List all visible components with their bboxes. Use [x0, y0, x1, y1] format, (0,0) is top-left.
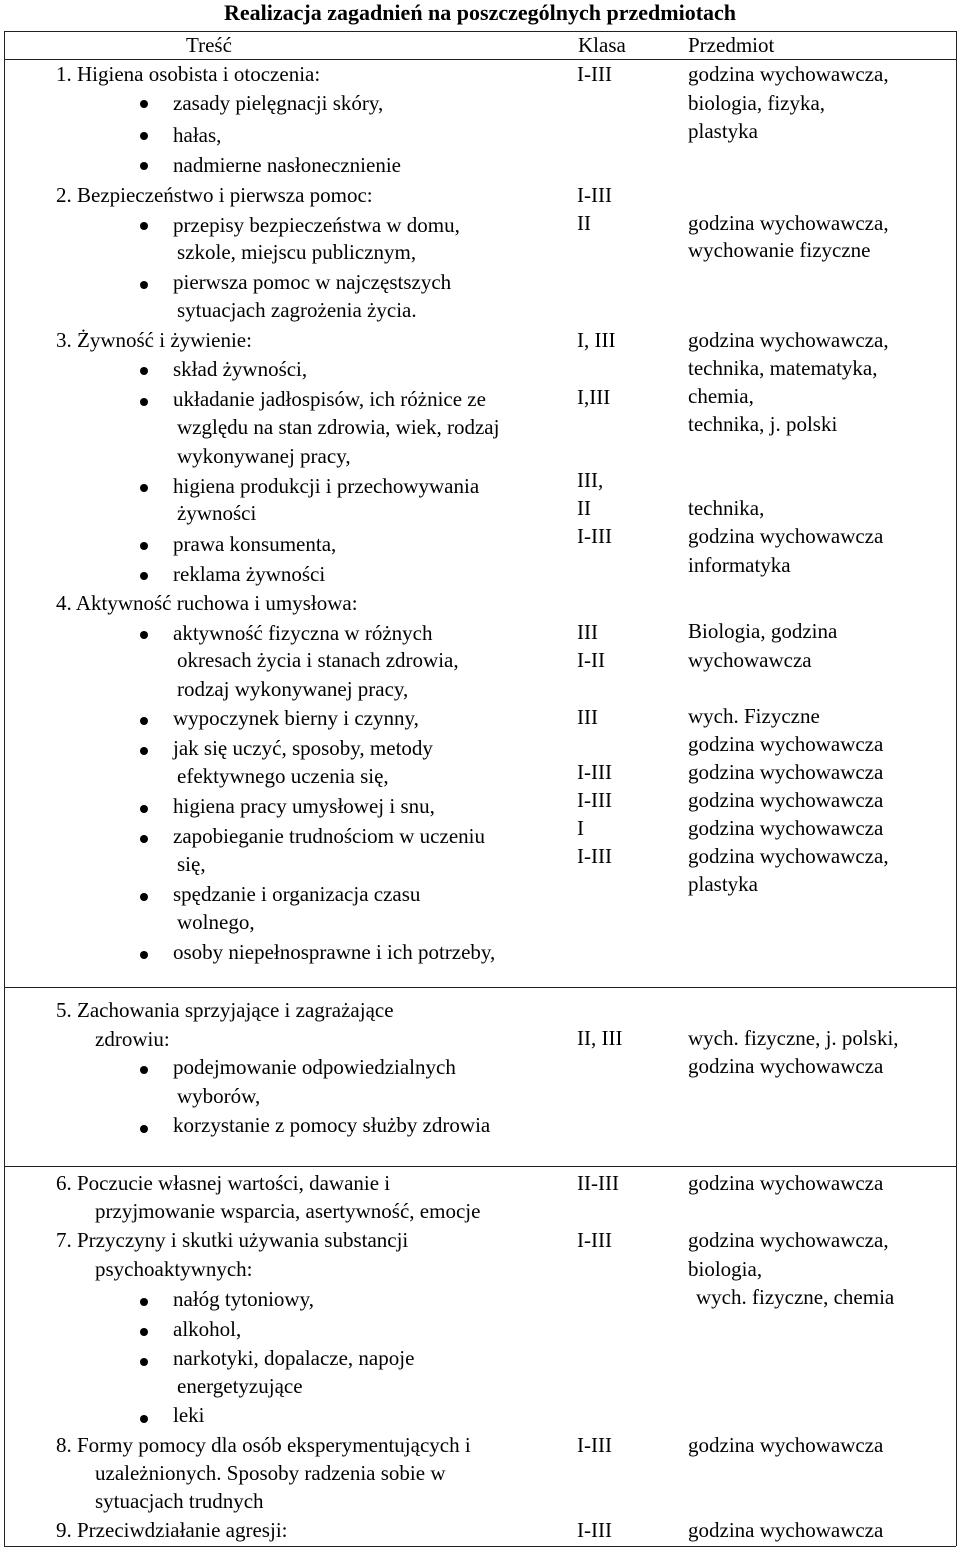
row7-subject: biologia,	[688, 1257, 763, 1281]
row2-subject: godzina wychowawcza,	[688, 211, 889, 235]
row9-subject: godzina wychowawcza	[688, 1518, 884, 1542]
row1-subject: godzina wychowawcza,	[688, 62, 889, 86]
row3-class: I, III	[577, 328, 616, 352]
row4-subject: godzina wychowawcza	[688, 732, 884, 756]
list-item: rodzaj wykonywanej pracy,	[177, 677, 409, 701]
bullet-dot	[140, 398, 148, 406]
bullet-dot	[140, 281, 148, 289]
list-item: energetyzujące	[177, 1374, 303, 1398]
row6-class: II-III	[577, 1171, 619, 1195]
list-item: szkole, miejscu publicznym,	[177, 240, 417, 264]
list-item: nałóg tytoniowy,	[173, 1287, 314, 1311]
row4-class: III	[577, 705, 598, 729]
bullet-dot	[140, 367, 148, 375]
bullet-dot	[140, 132, 148, 140]
row1-subject: plastyka	[688, 119, 758, 143]
row5-class: II, III	[577, 1026, 623, 1050]
row9-class: I-III	[577, 1518, 612, 1542]
bullet-dot	[140, 100, 148, 108]
row3-class: III,	[577, 468, 604, 492]
row1-subject: biologia, fizyka,	[688, 91, 826, 115]
bullet-dot	[140, 1415, 148, 1423]
row4-class: I-III	[577, 788, 612, 812]
list-item: aktywność fizyczna w różnych	[173, 621, 433, 645]
row5-subject: godzina wychowawcza	[688, 1054, 884, 1078]
row3-subject: godzina wychowawcza,	[688, 328, 889, 352]
list-item: prawa konsumenta,	[173, 532, 337, 556]
row8-heading: sytuacjach trudnych	[95, 1489, 264, 1513]
list-item: się,	[177, 852, 206, 876]
list-item: reklama żywności	[173, 562, 326, 586]
bullet-dot	[140, 747, 148, 755]
list-item: nadmierne nasłonecznienie	[173, 153, 401, 177]
list-item: żywności	[177, 501, 257, 525]
row4-class: I-II	[577, 648, 605, 672]
row3-subject: technika, j. polski	[688, 412, 838, 436]
bullet-dot	[140, 1125, 148, 1133]
row6-heading: przyjmowanie wsparcia, asertywność, emocje	[95, 1199, 481, 1223]
bullet-dot	[140, 572, 148, 580]
row3-subject: chemia,	[688, 384, 754, 408]
list-item: pierwsza pomoc w najczęstszych	[173, 270, 452, 294]
bullet-dot	[140, 542, 148, 550]
row6-subject: godzina wychowawcza	[688, 1171, 884, 1195]
bullet-dot	[140, 1328, 148, 1336]
row8-subject: godzina wychowawcza	[688, 1433, 884, 1457]
list-item: jak się uczyć, sposoby, metody	[173, 736, 433, 760]
list-item: sytuacjach zagrożenia życia.	[177, 298, 417, 322]
header-subject: Przedmiot	[688, 33, 775, 57]
row4-class: I-III	[577, 844, 612, 868]
row8-heading: uzależnionych. Sposoby radzenia sobie w	[95, 1461, 446, 1485]
list-item: względu na stan zdrowia, wiek, rodzaj	[177, 415, 500, 439]
row3-class: I,III	[577, 385, 611, 409]
bullet-dot	[140, 484, 148, 492]
row5-subject: wych. fizyczne, j. polski,	[688, 1026, 899, 1050]
row7-class: I-III	[577, 1228, 612, 1252]
row4-class: III	[577, 620, 598, 644]
row3-subject: informatyka	[688, 553, 791, 577]
row7-heading: 7. Przyczyny i skutki używania substancji	[56, 1228, 409, 1252]
row7-subject: godzina wychowawcza,	[688, 1228, 889, 1252]
row4-subject: godzina wychowawcza	[688, 788, 884, 812]
header-content: Treść	[186, 33, 232, 57]
row4-class: I-III	[577, 760, 612, 784]
row3-subject: technika,	[688, 496, 765, 520]
list-item: narkotyki, dopalacze, napoje	[173, 1346, 415, 1370]
list-item: zapobieganie trudnościom w uczeniu	[173, 824, 485, 848]
bullet-dot	[140, 1298, 148, 1306]
list-item: efektywnego uczenia się,	[177, 764, 389, 788]
bullet-dot	[140, 805, 148, 813]
row4-class: I	[577, 816, 584, 840]
row5-heading: 5. Zachowania sprzyjające i zagrażające	[56, 998, 394, 1022]
list-item: zasady pielęgnacji skóry,	[173, 91, 384, 115]
list-item: higiena produkcji i przechowywania	[173, 474, 480, 498]
row1-heading: 1. Higiena osobista i otoczenia:	[56, 62, 321, 86]
row3-heading: 3. Żywność i żywienie:	[56, 328, 252, 352]
bullet-dot	[140, 162, 148, 170]
row2-class: II	[577, 211, 591, 235]
row4-subject: wych. Fizyczne	[688, 704, 820, 728]
row9-heading: 9. Przeciwdziałanie agresji:	[56, 1518, 288, 1542]
list-item: okresach życia i stanach zdrowia,	[177, 648, 459, 672]
row4-subject: Biologia, godzina	[688, 619, 838, 643]
row4-subject: plastyka	[688, 872, 758, 896]
row3-class: II	[577, 496, 591, 520]
row2-heading: 2. Bezpieczeństwo i pierwsza pomoc:	[56, 183, 373, 207]
row4-heading: 4. Aktywność ruchowa i umysłowa:	[56, 591, 358, 615]
list-item: podejmowanie odpowiedzialnych	[173, 1055, 456, 1079]
document-title: Realizacja zagadnień na poszczególnych przedmiotach	[223, 0, 737, 25]
row4-subject: godzina wychowawcza	[688, 760, 884, 784]
row-divider-4-5	[4, 987, 956, 988]
bullet-dot	[140, 835, 148, 843]
list-item: hałas,	[173, 123, 222, 147]
bullet-dot	[140, 222, 148, 230]
row2-class: I-III	[577, 183, 612, 207]
bullet-dot	[140, 893, 148, 901]
bullet-dot	[140, 1358, 148, 1366]
list-item: wykonywanej pracy,	[177, 444, 351, 468]
row-divider-5-6	[4, 1166, 956, 1167]
list-item: układanie jadłospisów, ich różnice ze	[173, 387, 486, 411]
bullet-dot	[140, 631, 148, 639]
list-item: alkohol,	[173, 1317, 242, 1341]
list-item: wolnego,	[177, 910, 255, 934]
list-item: skład żywności,	[173, 357, 308, 381]
row3-subject: technika, matematyka,	[688, 356, 878, 380]
list-item: wypoczynek bierny i czynny,	[173, 706, 419, 730]
row8-heading: 8. Formy pomocy dla osób eksperymentujących i	[56, 1433, 471, 1457]
row4-subject: wychowawcza	[688, 648, 812, 672]
row7-heading: psychoaktywnych:	[95, 1257, 253, 1281]
row2-subject: wychowanie fizyczne	[688, 238, 871, 262]
row3-class: I-III	[577, 524, 612, 548]
row5-heading: zdrowiu:	[95, 1027, 170, 1051]
list-item: wyborów,	[177, 1084, 261, 1108]
row4-subject: godzina wychowawcza	[688, 816, 884, 840]
row8-class: I-III	[577, 1433, 612, 1457]
row4-subject: godzina wychowawcza,	[688, 844, 889, 868]
list-item: przepisy bezpieczeństwa w domu,	[173, 213, 460, 237]
bullet-dot	[140, 717, 148, 725]
row7-subject: wych. fizyczne, chemia	[696, 1285, 895, 1309]
list-item: higiena pracy umysłowej i snu,	[173, 794, 435, 818]
bullet-dot	[140, 1066, 148, 1074]
list-item: korzystanie z pomocy służby zdrowia	[173, 1113, 491, 1137]
list-item: spędzanie i organizacja czasu	[173, 882, 421, 906]
row3-subject: godzina wychowawcza	[688, 524, 884, 548]
header-class: Klasa	[578, 33, 626, 57]
bullet-dot	[140, 951, 148, 959]
row1-class: I-III	[577, 62, 612, 86]
list-item: osoby niepełnosprawne i ich potrzeby,	[173, 940, 496, 964]
list-item: leki	[173, 1403, 205, 1427]
row6-heading: 6. Poczucie własnej wartości, dawanie i	[56, 1171, 391, 1195]
